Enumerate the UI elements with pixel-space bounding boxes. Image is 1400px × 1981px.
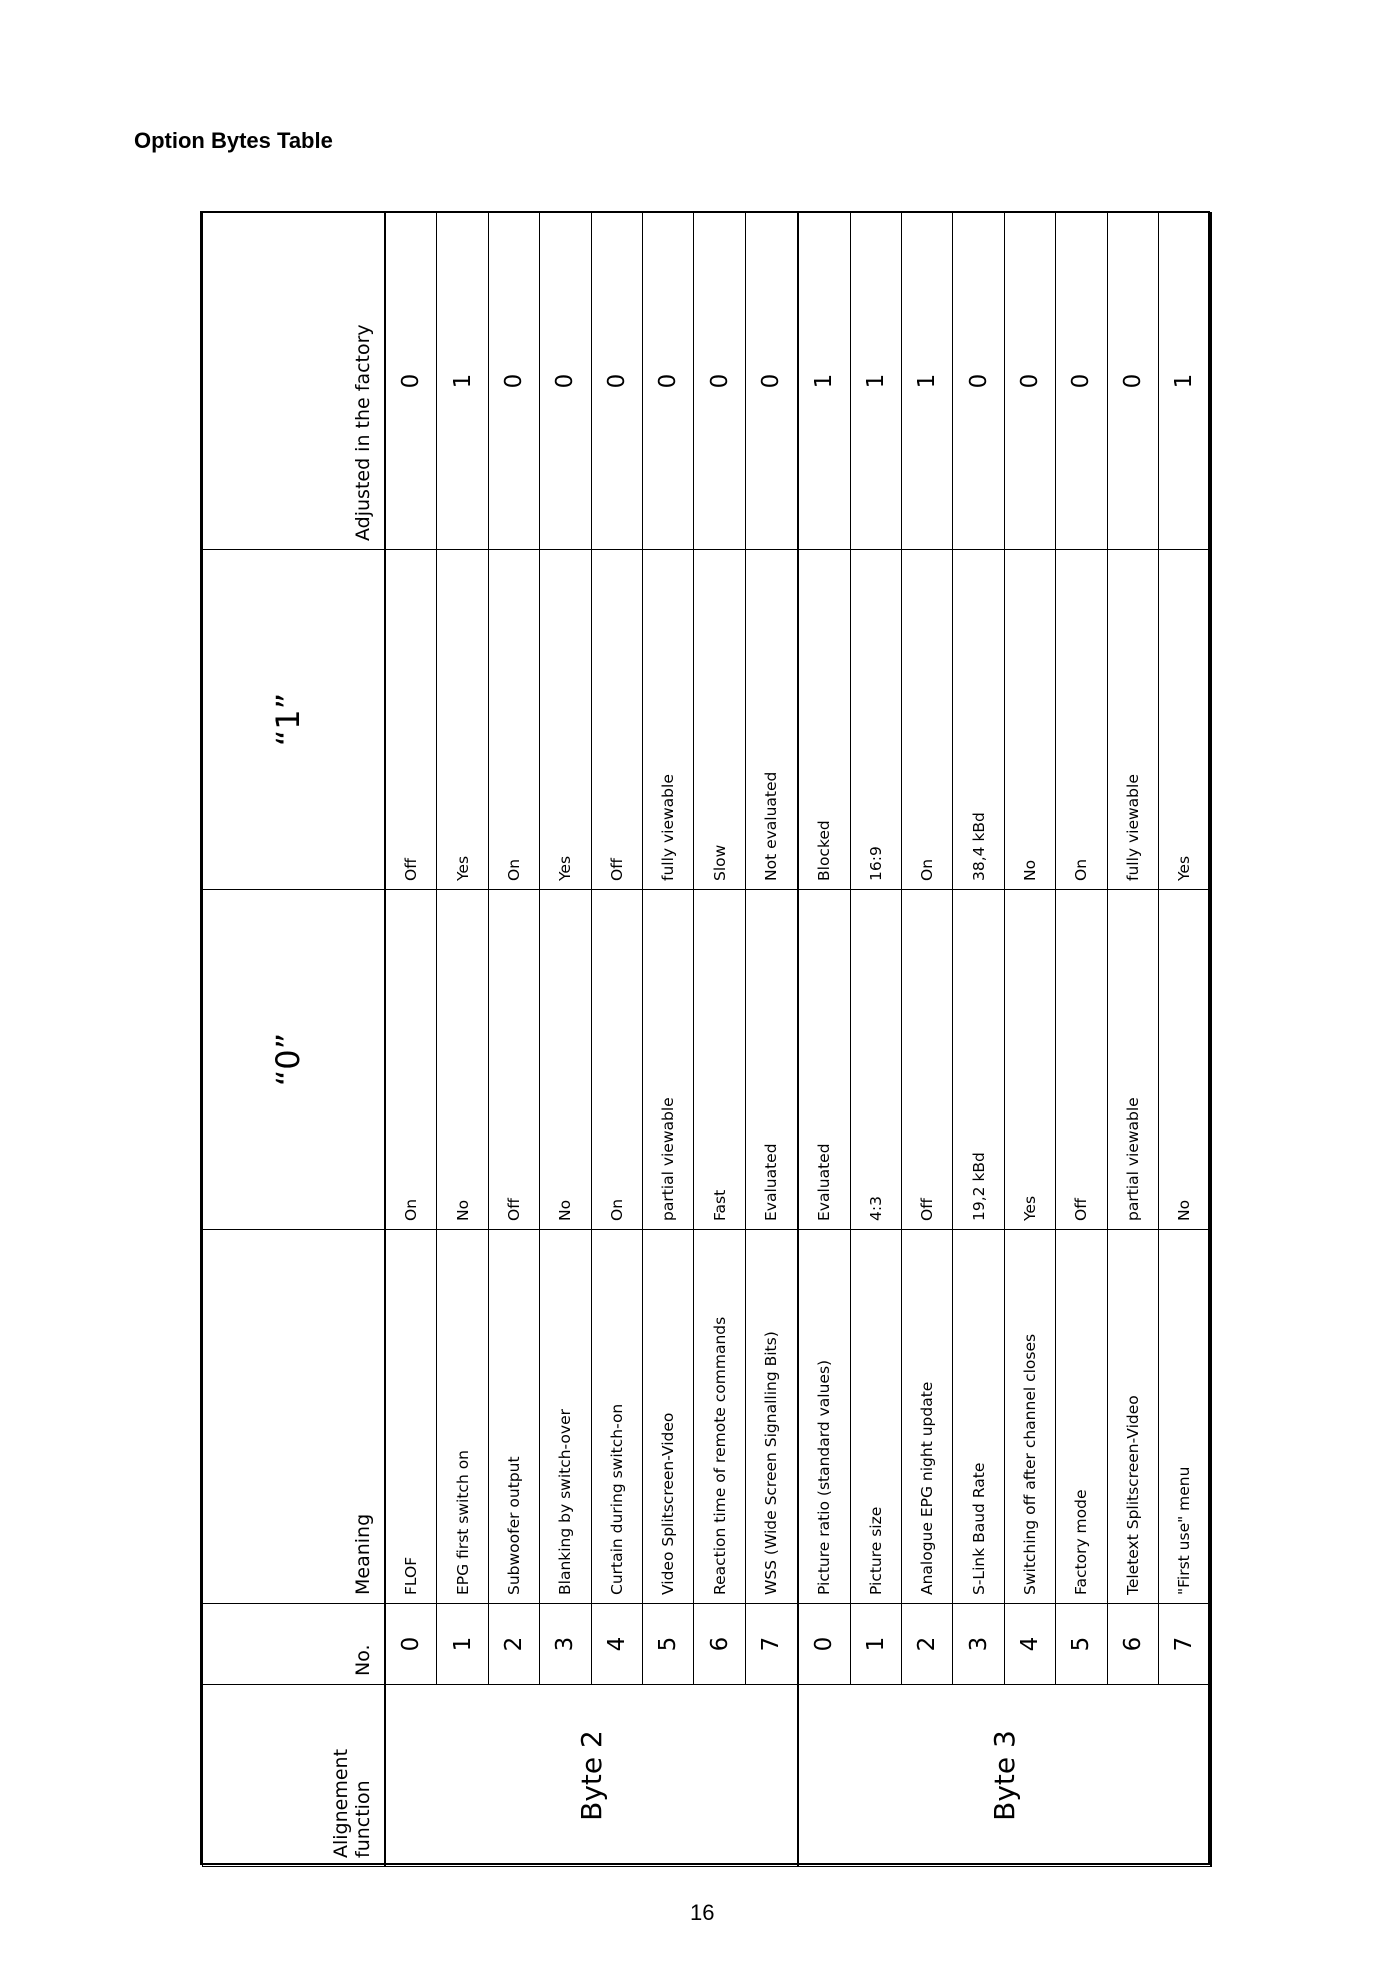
value-zero-cell: Off xyxy=(488,890,539,1230)
meaning-cell: Picture size xyxy=(850,1230,901,1604)
meaning-cell: Subwoofer output xyxy=(488,1230,539,1604)
bit-number: 3 xyxy=(540,1604,591,1685)
value-one-cell: On xyxy=(488,550,539,890)
value-zero-cell: Off xyxy=(1056,890,1107,1230)
table-row xyxy=(850,213,901,1867)
table-row xyxy=(1107,213,1158,1867)
value-one-cell: Blocked xyxy=(798,550,850,890)
factory-setting-cell: 0 xyxy=(1107,213,1158,550)
table-row xyxy=(437,213,488,1867)
header-function: Alignement function xyxy=(203,1685,385,1867)
value-zero-cell: 19,2 kBd xyxy=(953,890,1004,1230)
factory-setting-cell: 1 xyxy=(798,213,850,550)
page-title: Option Bytes Table xyxy=(134,128,333,153)
bit-number: 7 xyxy=(745,1604,797,1685)
header-meaning: Meaning xyxy=(203,1230,385,1604)
factory-setting-cell: 1 xyxy=(1158,213,1211,550)
table-row xyxy=(591,213,642,1867)
value-one-cell: On xyxy=(1056,550,1107,890)
table-row xyxy=(694,213,745,1867)
header-factory: Adjusted in the factory xyxy=(203,213,385,550)
group-name: Byte 3 xyxy=(798,1685,1211,1867)
meaning-cell: Factory mode xyxy=(1056,1230,1107,1604)
value-one-cell: No xyxy=(1004,550,1055,890)
table-row xyxy=(540,213,591,1867)
table-row xyxy=(953,213,1004,1867)
table-row xyxy=(798,213,850,1867)
value-zero-cell: On xyxy=(385,890,437,1230)
factory-setting-cell: 0 xyxy=(488,213,539,550)
bit-number: 5 xyxy=(1056,1604,1107,1685)
value-zero-cell: Yes xyxy=(1004,890,1055,1230)
table-row xyxy=(1158,213,1211,1867)
value-one-cell: Slow xyxy=(694,550,745,890)
table-row xyxy=(642,213,693,1867)
table-row xyxy=(1056,213,1107,1867)
meaning-cell: Blanking by switch-over xyxy=(540,1230,591,1604)
meaning-cell: Curtain during switch-on xyxy=(591,1230,642,1604)
header-no: No. xyxy=(203,1604,385,1685)
meaning-cell: Analogue EPG night update xyxy=(901,1230,952,1604)
value-one-cell: 16:9 xyxy=(850,550,901,890)
value-one-cell: fully viewable xyxy=(642,550,693,890)
factory-setting-cell: 0 xyxy=(694,213,745,550)
value-one-cell: Yes xyxy=(540,550,591,890)
option-table xyxy=(202,212,1212,1867)
factory-setting-cell: 0 xyxy=(745,213,797,550)
factory-setting-cell: 0 xyxy=(540,213,591,550)
meaning-cell: WSS (Wide Screen Signalling Bits) xyxy=(745,1230,797,1604)
header-one: “1” xyxy=(203,550,385,890)
bit-number: 5 xyxy=(642,1604,693,1685)
value-zero-cell: No xyxy=(437,890,488,1230)
value-zero-cell: 4:3 xyxy=(850,890,901,1230)
table-body xyxy=(385,213,1212,1867)
bit-number: 2 xyxy=(901,1604,952,1685)
meaning-cell: FLOF xyxy=(385,1230,437,1604)
value-zero-cell: On xyxy=(591,890,642,1230)
value-one-cell: On xyxy=(901,550,952,890)
group-name: Byte 2 xyxy=(385,1685,798,1867)
meaning-cell: Video Splitscreen-Video xyxy=(642,1230,693,1604)
bit-number: 2 xyxy=(488,1604,539,1685)
factory-setting-cell: 0 xyxy=(953,213,1004,550)
bit-number: 4 xyxy=(1004,1604,1055,1685)
factory-setting-cell: 1 xyxy=(437,213,488,550)
factory-setting-cell: 0 xyxy=(642,213,693,550)
value-zero-cell: No xyxy=(1158,890,1211,1230)
value-one-cell: Not evaluated xyxy=(745,550,797,890)
table-row xyxy=(745,213,797,1867)
meaning-cell: Picture ratio (standard values) xyxy=(798,1230,850,1604)
value-one-cell: 38,4 kBd xyxy=(953,550,1004,890)
factory-setting-cell: 0 xyxy=(1004,213,1055,550)
factory-setting-cell: 0 xyxy=(591,213,642,550)
table-row xyxy=(901,213,952,1867)
bit-number: 6 xyxy=(694,1604,745,1685)
factory-setting-cell: 0 xyxy=(385,213,437,550)
value-one-cell: Yes xyxy=(1158,550,1211,890)
meaning-cell: "First use" menu xyxy=(1158,1230,1211,1604)
header-zero: “0” xyxy=(203,890,385,1230)
value-zero-cell: Fast xyxy=(694,890,745,1230)
meaning-cell: Reaction time of remote commands xyxy=(694,1230,745,1604)
bit-number: 6 xyxy=(1107,1604,1158,1685)
factory-setting-cell: 0 xyxy=(1056,213,1107,550)
bit-number: 7 xyxy=(1158,1604,1211,1685)
rotated-table-content xyxy=(202,213,1212,1867)
factory-setting-cell: 1 xyxy=(850,213,901,550)
value-zero-cell: Evaluated xyxy=(745,890,797,1230)
value-zero-cell: partial viewable xyxy=(642,890,693,1230)
value-one-cell: Off xyxy=(591,550,642,890)
meaning-cell: Switching off after channel closes xyxy=(1004,1230,1055,1604)
bit-number: 1 xyxy=(437,1604,488,1685)
value-one-cell: Off xyxy=(385,550,437,890)
value-zero-cell: Evaluated xyxy=(798,890,850,1230)
bit-number: 0 xyxy=(798,1604,850,1685)
bit-number: 4 xyxy=(591,1604,642,1685)
value-zero-cell: No xyxy=(540,890,591,1230)
factory-setting-cell: 1 xyxy=(901,213,952,550)
table-row xyxy=(488,213,539,1867)
meaning-cell: EPG first switch on xyxy=(437,1230,488,1604)
header-row xyxy=(203,213,385,1867)
page-number: 16 xyxy=(690,1900,715,1925)
value-zero-cell: Off xyxy=(901,890,952,1230)
value-zero-cell: partial viewable xyxy=(1107,890,1158,1230)
value-one-cell: Yes xyxy=(437,550,488,890)
bit-number: 3 xyxy=(953,1604,1004,1685)
bit-number: 0 xyxy=(385,1604,437,1685)
meaning-cell: S-Link Baud Rate xyxy=(953,1230,1004,1604)
value-one-cell: fully viewable xyxy=(1107,550,1158,890)
bit-number: 1 xyxy=(850,1604,901,1685)
table-row xyxy=(1004,213,1055,1867)
meaning-cell: Teletext Splitscreen-Video xyxy=(1107,1230,1158,1604)
table-row xyxy=(385,213,437,1867)
option-bytes-table xyxy=(200,211,1210,1865)
